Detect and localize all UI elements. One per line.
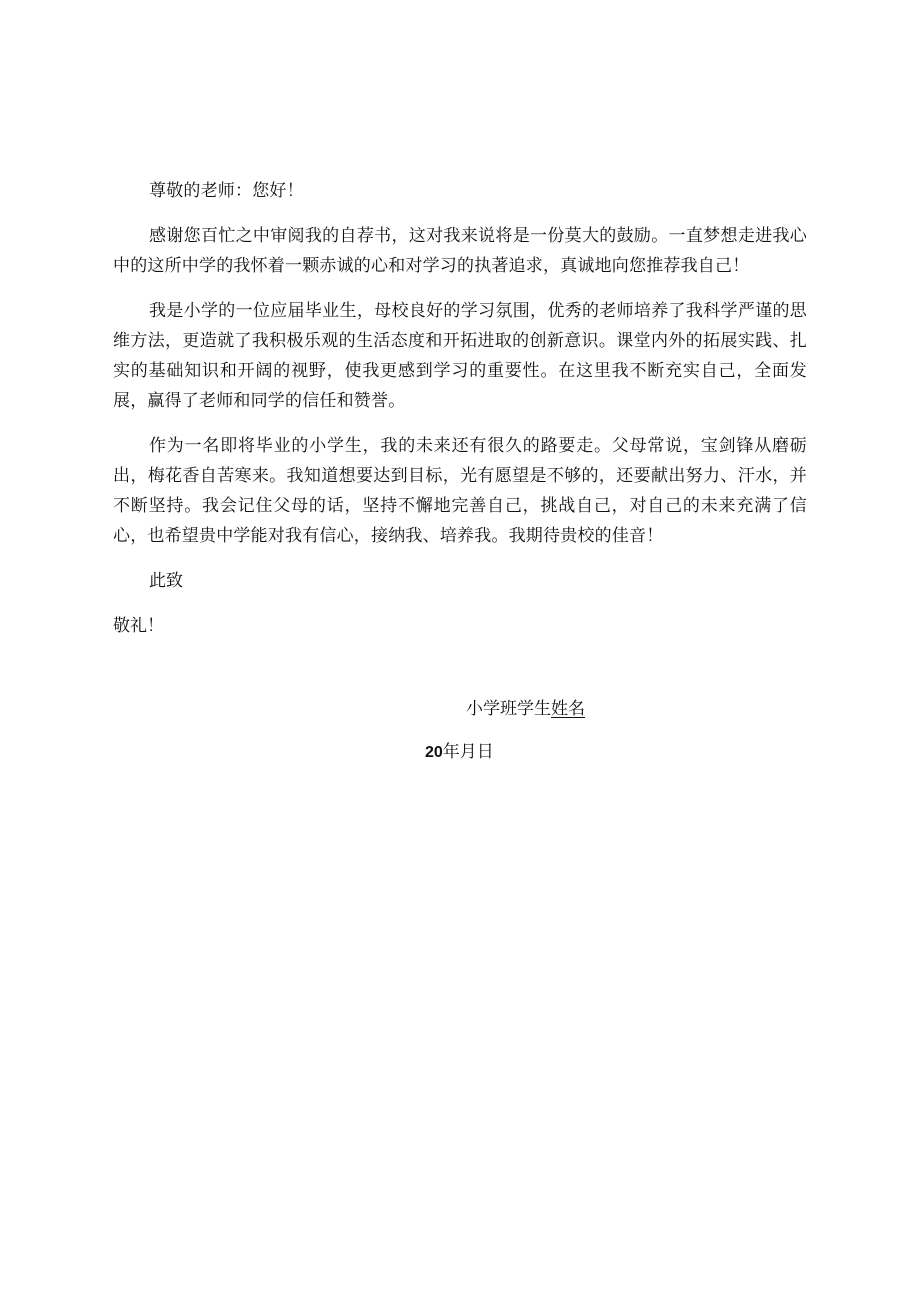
paragraph-3: 作为一名即将毕业的小学生，我的未来还有很久的路要走。父母常说，宝剑锋从磨砺出，梅花香自苦寒来。我知道想要达到目标，光有愿望是不够的，还要献出努力、汗水，并不断坚持。我会记住父母的话，坚持不懈地完善自己，挑战自己，对自己的未来充满了信心，也希望贵中学能对我有信心，接纳我、培养我。我期待贵校的佳音！: [113, 436, 807, 546]
closing-ci-zhi: 此致: [149, 571, 183, 591]
date-rest: 年月日: [442, 742, 494, 762]
signature-class: 小学班学生: [466, 699, 551, 719]
signature-name: 姓名: [551, 699, 585, 719]
letter-body: [113, 176, 807, 641]
signature: [466, 694, 585, 724]
closing-jing-li: 敬礼！: [113, 616, 164, 636]
salutation: 尊敬的老师：您好！: [149, 181, 304, 201]
date: [425, 737, 494, 768]
paragraph-1: 感谢您百忙之中审阅我的自荐书，这对我来说将是一份莫大的鼓励。一直梦想走进我心中的这所中学的我怀着一颗赤诚的心和对学习的执著追求，真诚地向您推荐我自己！: [113, 226, 807, 276]
date-year: 20: [425, 744, 443, 761]
paragraph-2: 我是小学的一位应届毕业生，母校良好的学习氛围，优秀的老师培养了我科学严谨的思维方法，更造就了我积极乐观的生活态度和开拓进取的创新意识。课堂内外的拓展实践、扎实的基础知识和开阔的视野，使我更感到学习的重要性。在这里我不断充实自己，全面发展，赢得了老师和同学的信任和赞誉。: [113, 301, 807, 411]
